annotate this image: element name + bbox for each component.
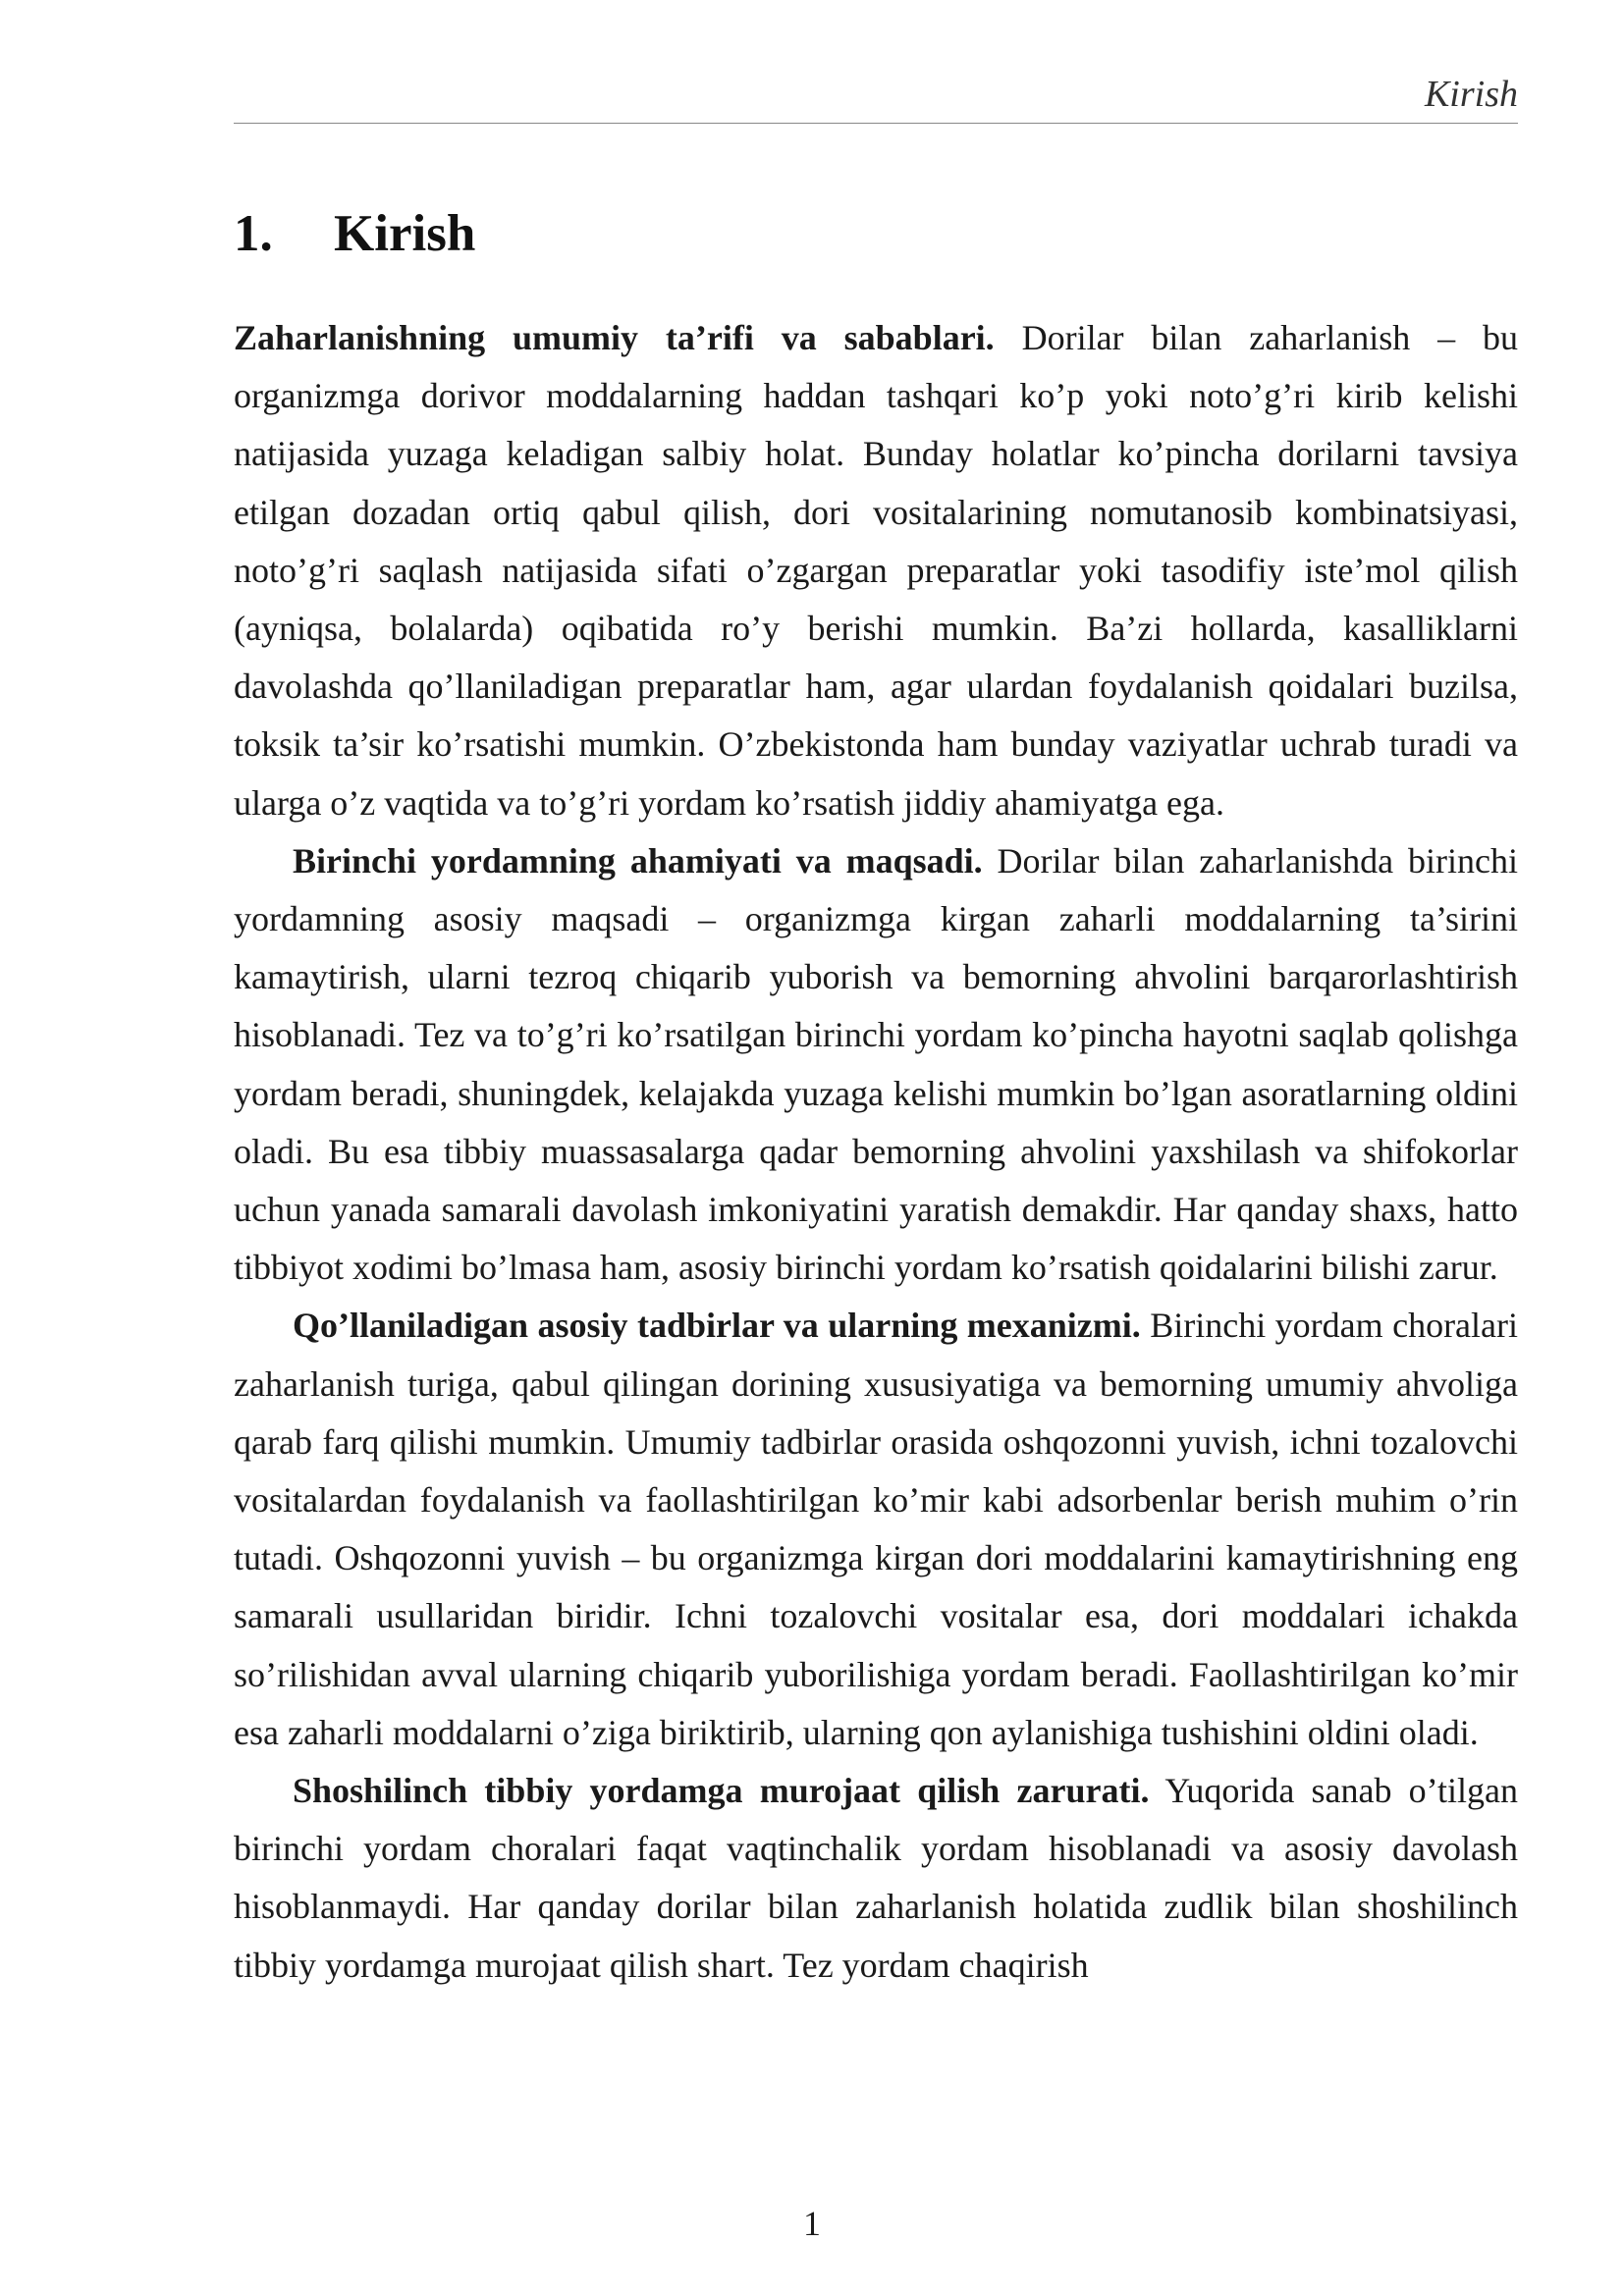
paragraph-heading: Birinchi yordamning ahamiyati va maqsadi.: [293, 840, 983, 881]
paragraph-text: Dorilar bilan zaharlanish – bu organizmga dorivor moddalarning haddan tashqari ko’p yoki noto’g’ri kirib kelishi natijasida yuzaga keladigan salbiy holat. Bunday holatlar ko’pincha dorilarni tavsiya etilgan dozadan ortiq qabul qilish, dori vositalarining nomutanosib kombinatsiyasi, noto’g’ri saqlash natijasida sifati o’zgargan preparatlar yoki tasodifiy iste’mol qilish (ayniqsa, bolalarda) oqibatida ro’y berishi mumkin. Ba’zi hollarda, kasalliklarni davolashda qo’llaniladigan preparatlar ham, agar ulardan foydalanish qoidalari buzilsa, toksik ta’sir ko’rsatishi mumkin. O’zbekistonda ham bunday vaziyatlar uchrab turadi va ularga o’z vaqtida va to’g’ri yordam ko’rsatish jiddiy ahamiyatga ega.: [234, 318, 1518, 823]
header-divider: [234, 123, 1518, 124]
paragraph-definition: [234, 309, 1518, 832]
paragraph-heading: Shoshilinch tibbiy yordamga murojaat qilish zarurati.: [293, 1771, 1150, 1811]
paragraph-text: Dorilar bilan zaharlanishda birinchi yordamning asosiy maqsadi – organizmga kirgan zaharli moddalarning ta’sirini kamaytirish, ularni tezroq chiqarib yuborish va bemorning ahvolini barqarorlashtirish hisoblanadi. Tez va to’g’ri ko’rsatilgan birinchi yordam ko’pincha hayotni saqlab qolishga yordam beradi, shuningdek, kelajakda yuzaga kelishi mumkin bo’lgan asoratlarning oldini oladi. Bu esa tibbiy muassasalarga qadar bemorning ahvolini yaxshilash va shifokorlar uchun yanada samarali davolash imkoniyatini yaratish demakdir. Har qanday shaxs, hatto tibbiyot xodimi bo’lmasa ham, asosiy birinchi yordam ko’rsatish qoidalarini bilishi zarur.: [234, 840, 1518, 1288]
paragraph-text: Birinchi yordam choralari zaharlanish turiga, qabul qilingan dorining xususiyatiga va bemorning umumiy ahvoliga qarab farq qilishi mumkin. Umumiy tadbirlar orasida oshqozonni yuvish, ichni tozalovchi vositalardan foydalanish va faollashtirilgan ko’mir kabi adsorbenlar berish muhim o’rin tutadi. Oshqozonni yuvish – bu organizmga kirgan dori moddalarini kamaytirishning eng samarali usullaridan biridir. Ichni tozalovchi vositalar esa, dori moddalari ichakda so’rilishidan avval ularning chiqarib yuborilishiga yordam beradi. Faollashtirilgan ko’mir esa zaharli moddalarni o’ziga biriktirib, ularning qon aylanishiga tushishini oldini oladi.: [234, 1306, 1519, 1752]
chapter-title: Kirish: [334, 205, 476, 262]
paragraph-text: Yuqorida sanab o’tilgan birinchi yordam choralari faqat vaqtinchalik yordam hisoblanadi va asosiy davolash hisoblanmaydi. Har qanday dorilar bilan zaharlanish holatida zudlik bilan shoshilinch tibbiy yordamga murojaat qilish shart. Tez yordam chaqirish: [234, 1771, 1518, 1985]
paragraph-measures: [234, 1297, 1518, 1762]
paragraph-emergency-care: [234, 1762, 1518, 1995]
chapter-number: 1.: [234, 205, 273, 262]
paragraph-heading: Zaharlanishning umumiy ta’rifi va sabablari.: [234, 318, 995, 357]
chapter-heading: [234, 201, 475, 266]
paragraph-heading: Qo’llaniladigan asosiy tadbirlar va ularning mexanizmi.: [293, 1306, 1141, 1346]
body-text: [234, 309, 1518, 1995]
running-header: Kirish: [1424, 74, 1518, 115]
paragraph-first-aid-purpose: [234, 832, 1518, 1298]
page-number: 1: [803, 2204, 821, 2243]
